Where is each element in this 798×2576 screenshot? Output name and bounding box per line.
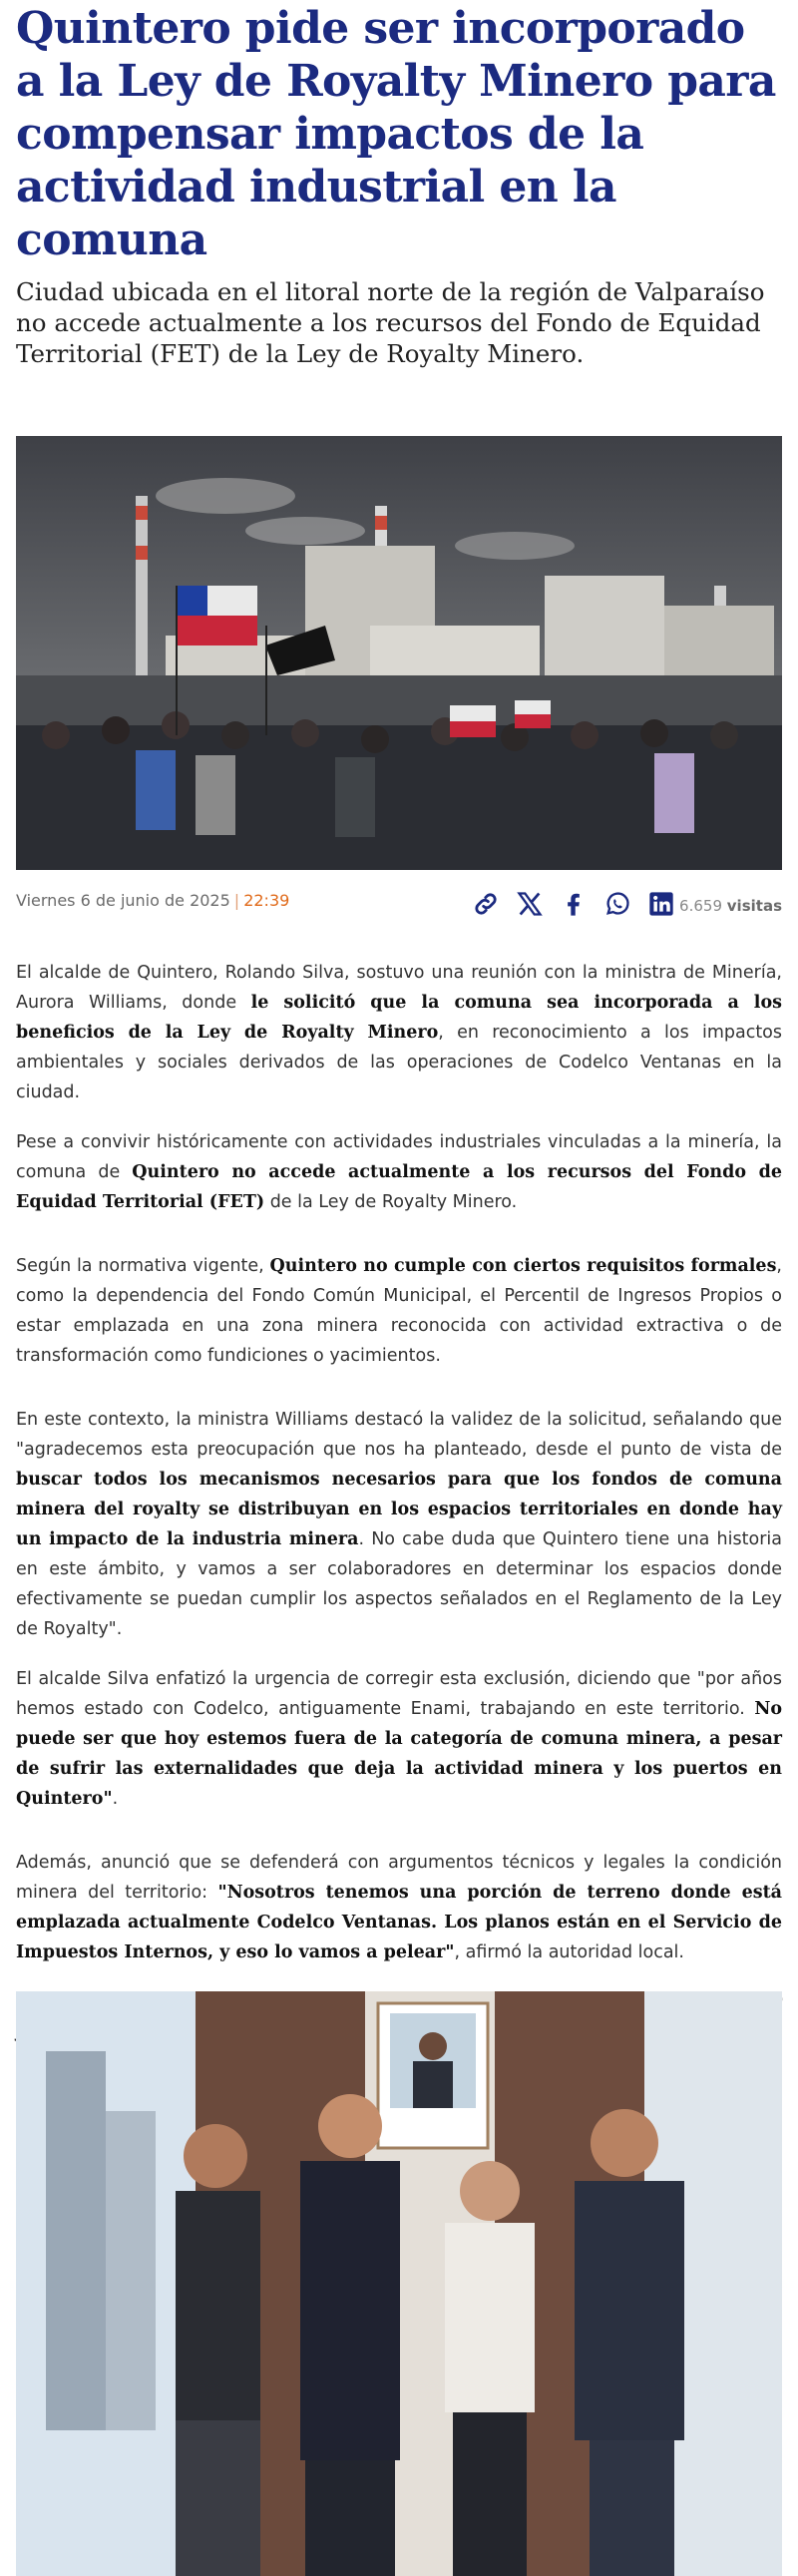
text: . <box>112 1789 119 1809</box>
text: , como la dependencia del Fondo Común Municipal, el Percentil de Ingresos Propios o estar emplazada en una zona minera reconocida con actividad extractiva o de transformación como fundiciones o yacimientos. <box>16 1256 782 1366</box>
paragraph-6 <box>16 1848 782 1967</box>
paragraph-2 <box>16 1127 782 1217</box>
x-twitter-icon[interactable] <box>513 887 547 921</box>
visit-label: visitas <box>726 897 782 915</box>
whatsapp-icon[interactable] <box>600 887 634 921</box>
article-lead: Ciudad ubicada en el litoral norte de la región de Valparaíso no accede actualmente a los recursos del Fondo de Equidad Territorial (FET) de la Ley de Royalty Minero. <box>16 277 765 368</box>
bold-text: "Nosotros tenemos una porción de terreno donde está emplazada actualmente Codelco Ventanas. Los planos están en el Servicio de Impuestos Internos, y eso lo vamos a pelear" <box>16 1883 782 1962</box>
bold-text: buscar todos los mecanismos necesarios para que los fondos de comuna minera del royalty se distribuyan en los espacios territoriales en donde hay un impacto de la industria minera <box>16 1470 782 1549</box>
paragraph-4 <box>16 1405 782 1644</box>
text: de la Ley de Royalty Minero. <box>264 1192 518 1212</box>
date-separator: | <box>233 891 240 910</box>
text: El alcalde de Quintero, Rolando Silva, sostuvo una reunión con la ministra de Minería, Aurora Williams, donde <box>16 963 782 1013</box>
text: Además, anunció que se defenderá con argumentos técnicos y legales la condición minera del territorio: <box>16 1853 782 1903</box>
protest-illustration <box>16 436 782 870</box>
article <box>16 0 783 1962</box>
article-body <box>16 958 782 2097</box>
publish-time: 22:39 <box>243 891 290 910</box>
article-meta <box>16 886 782 922</box>
text: . No cabe duda que Quintero tiene una historia en este ámbito, y vamos a ser colaboradores en determinar los espacios donde efectivamente se puedan cumplir los aspectos señalados en el Reglamento de la Ley de Royalty". <box>16 1529 782 1639</box>
paragraph-5 <box>16 1664 782 1814</box>
article-title: Quintero pide ser incorporado a la Ley de Royalty Minero para compensar impactos de la actividad industrial en la comuna <box>16 3 776 265</box>
visit-counter <box>679 897 782 915</box>
bold-text: No puede ser que hoy estemos fuera de la categoría de comuna minera, a pesar de sufrir las externalidades que deja la actividad minera y los puertos en Quintero" <box>16 1699 782 1809</box>
paragraph-3 <box>16 1251 782 1371</box>
link-icon[interactable] <box>469 887 503 921</box>
linkedin-icon[interactable] <box>644 887 678 921</box>
bold-text: Quintero no cumple con ciertos requisitos formales <box>269 1256 777 1276</box>
hero-photo-protest <box>16 436 782 870</box>
text: , en reconocimiento a los impactos ambientales y sociales derivados de las operaciones de Codelco Ventanas en la ciudad. <box>16 1023 783 1102</box>
text: , afirmó la autoridad local. <box>454 1942 684 1962</box>
bold-text: le solicitó que la comuna sea incorporada a los beneficios de la Ley de Royalty Minero <box>16 993 782 1043</box>
facebook-icon[interactable] <box>557 887 591 921</box>
publish-date-row <box>16 891 289 910</box>
text: En este contexto, la ministra Williams destacó la validez de la solicitud, señalando que "agradecemos esta preocupación que nos ha planteado, desde el punto de vista de <box>16 1410 782 1460</box>
meeting-illustration <box>16 1991 782 2576</box>
paragraph-1 <box>16 958 782 1107</box>
visit-count: 6.659 <box>679 897 722 915</box>
text: El alcalde Silva enfatizó la urgencia de corregir esta exclusión, diciendo que "por años hemos estado con Codelco, antiguamente Enami, trabajando en este territorio. <box>16 1669 782 1719</box>
meeting-photo <box>16 1991 782 2576</box>
bold-text: Quintero no accede actualmente a los recursos del Fondo de Equidad Territorial (FET) <box>16 1162 782 1212</box>
text: Según la normativa vigente, <box>16 1256 270 1276</box>
text: Pese a convivir históricamente con actividades industriales vinculadas a la minería, la comuna de <box>16 1132 782 1182</box>
publish-date: Viernes 6 de junio de 2025 <box>16 891 230 910</box>
share-bar <box>469 886 688 922</box>
